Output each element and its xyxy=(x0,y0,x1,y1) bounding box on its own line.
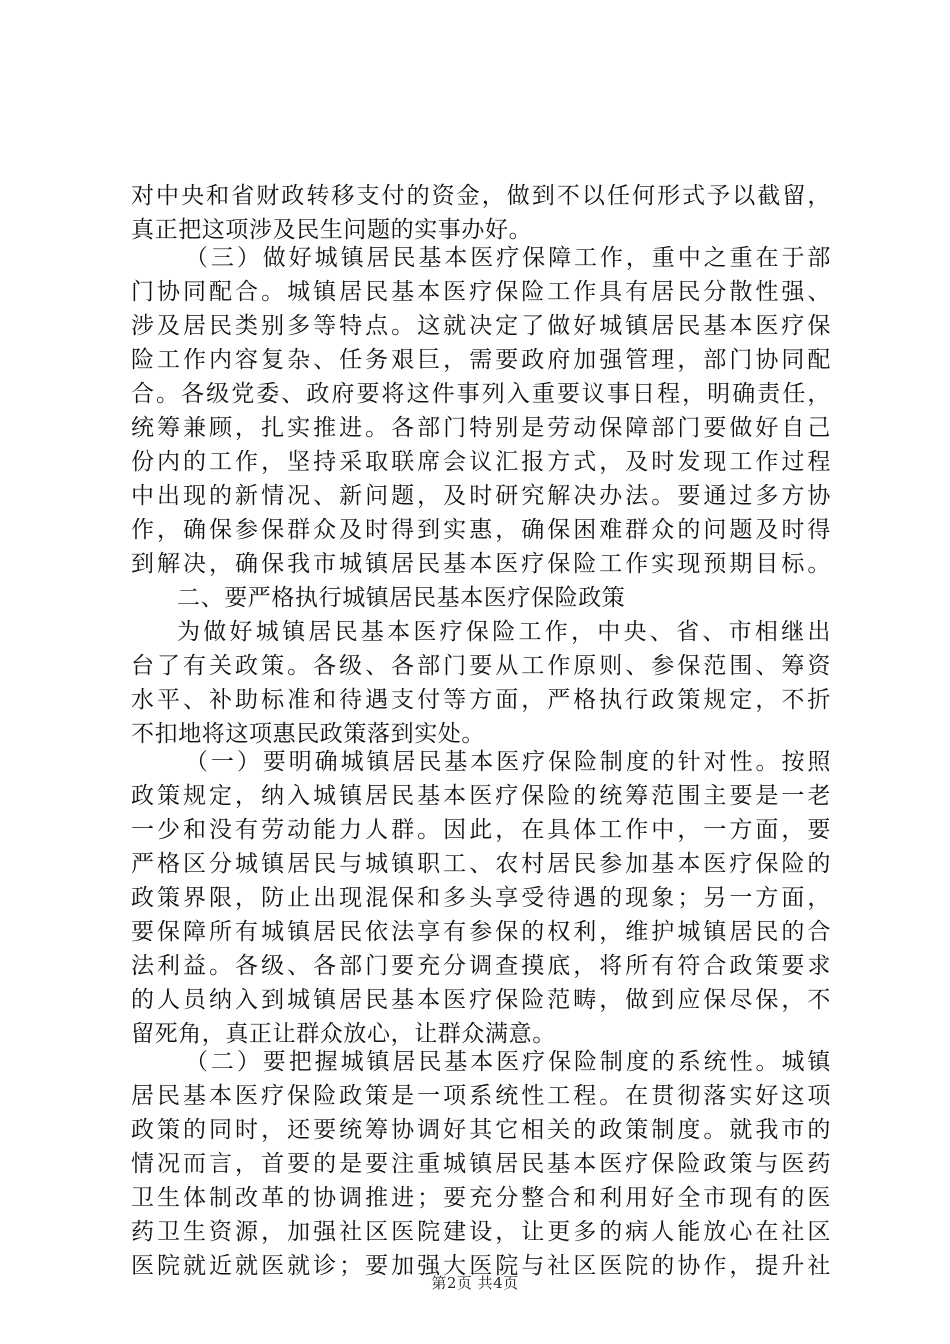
text-line: 医院就近就医就诊；要加强大医院与社区医院的协作，提升社 xyxy=(131,1253,831,1279)
text-line: 真正把这项涉及民生问题的实事办好。 xyxy=(131,217,533,243)
text-line: 法利益。各级、各部门要充分调查摸底，将所有符合政策要求 xyxy=(131,953,831,979)
text-line: 涉及居民类别多等特点。这就决定了做好城镇居民基本医疗保 xyxy=(131,313,831,339)
text-line: （一）要明确城镇居民基本医疗保险制度的针对性。按照 xyxy=(185,749,831,775)
text-line: 的人员纳入到城镇居民基本医疗保险范畴，做到应保尽保，不 xyxy=(131,987,831,1013)
text-line: 严格区分城镇居民与城镇职工、农村居民参加基本医疗保险的 xyxy=(131,851,831,877)
text-line: 份内的工作，坚持采取联席会议汇报方式，及时发现工作过程 xyxy=(131,449,831,475)
text-line: 作，确保参保群众及时得到实惠，确保困难群众的问题及时得 xyxy=(131,517,831,543)
text-line: 居民基本医疗保险政策是一项系统性工程。在贯彻落实好这项 xyxy=(131,1083,831,1109)
text-line: 到解决，确保我市城镇居民基本医疗保险工作实现预期目标。 xyxy=(131,551,831,577)
text-line: 统筹兼顾，扎实推进。各部门特别是劳动保障部门要做好自己 xyxy=(131,415,831,441)
text-line: 为做好城镇居民基本医疗保险工作，中央、省、市相继出 xyxy=(177,619,831,645)
text-line: 留死角，真正让群众放心，让群众满意。 xyxy=(131,1021,556,1047)
text-line: 台了有关政策。各级、各部门要从工作原则、参保范围、筹资 xyxy=(131,653,831,679)
text-line: 不扣地将这项惠民政策落到实处。 xyxy=(131,721,485,747)
text-line: 水平、补助标准和待遇支付等方面，严格执行政策规定，不折 xyxy=(131,687,831,713)
text-line: 对中央和省财政转移支付的资金，做到不以任何形式予以截留， xyxy=(131,183,831,209)
text-line: 合。各级党委、政府要将这件事列入重要议事日程，明确责任， xyxy=(131,381,831,407)
text-line: 门协同配合。城镇居民基本医疗保险工作具有居民分散性强、 xyxy=(131,279,831,305)
text-line: 险工作内容复杂、任务艰巨，需要政府加强管理，部门协同配 xyxy=(131,347,831,373)
text-line: 卫生体制改革的协调推进；要充分整合和利用好全市现有的医 xyxy=(131,1185,831,1211)
section-heading: 二、要严格执行城镇居民基本医疗保险政策 xyxy=(177,585,626,611)
text-line: （三）做好城镇居民基本医疗保障工作，重中之重在于部 xyxy=(185,245,831,271)
text-line: 政策的同时，还要统筹协调好其它相关的政策制度。就我市的 xyxy=(131,1117,831,1143)
text-line: 情况而言，首要的是要注重城镇居民基本医疗保险政策与医药 xyxy=(131,1151,831,1177)
text-line: 政策界限，防止出现混保和多头享受待遇的现象；另一方面， xyxy=(131,885,831,911)
page-number-footer: 第2页 共4页 xyxy=(431,1274,519,1292)
text-line: 中出现的新情况、新问题，及时研究解决办法。要通过多方协 xyxy=(131,483,831,509)
text-line: 药卫生资源，加强社区医院建设，让更多的病人能放心在社区 xyxy=(131,1219,831,1245)
text-line: 政策规定，纳入城镇居民基本医疗保险的统筹范围主要是一老 xyxy=(131,783,831,809)
text-line: 一少和没有劳动能力人群。因此，在具体工作中，一方面，要 xyxy=(131,817,831,843)
text-line: 要保障所有城镇居民依法享有参保的权利，维护城镇居民的合 xyxy=(131,919,831,945)
text-line: （二）要把握城镇居民基本医疗保险制度的系统性。城镇 xyxy=(185,1049,831,1075)
